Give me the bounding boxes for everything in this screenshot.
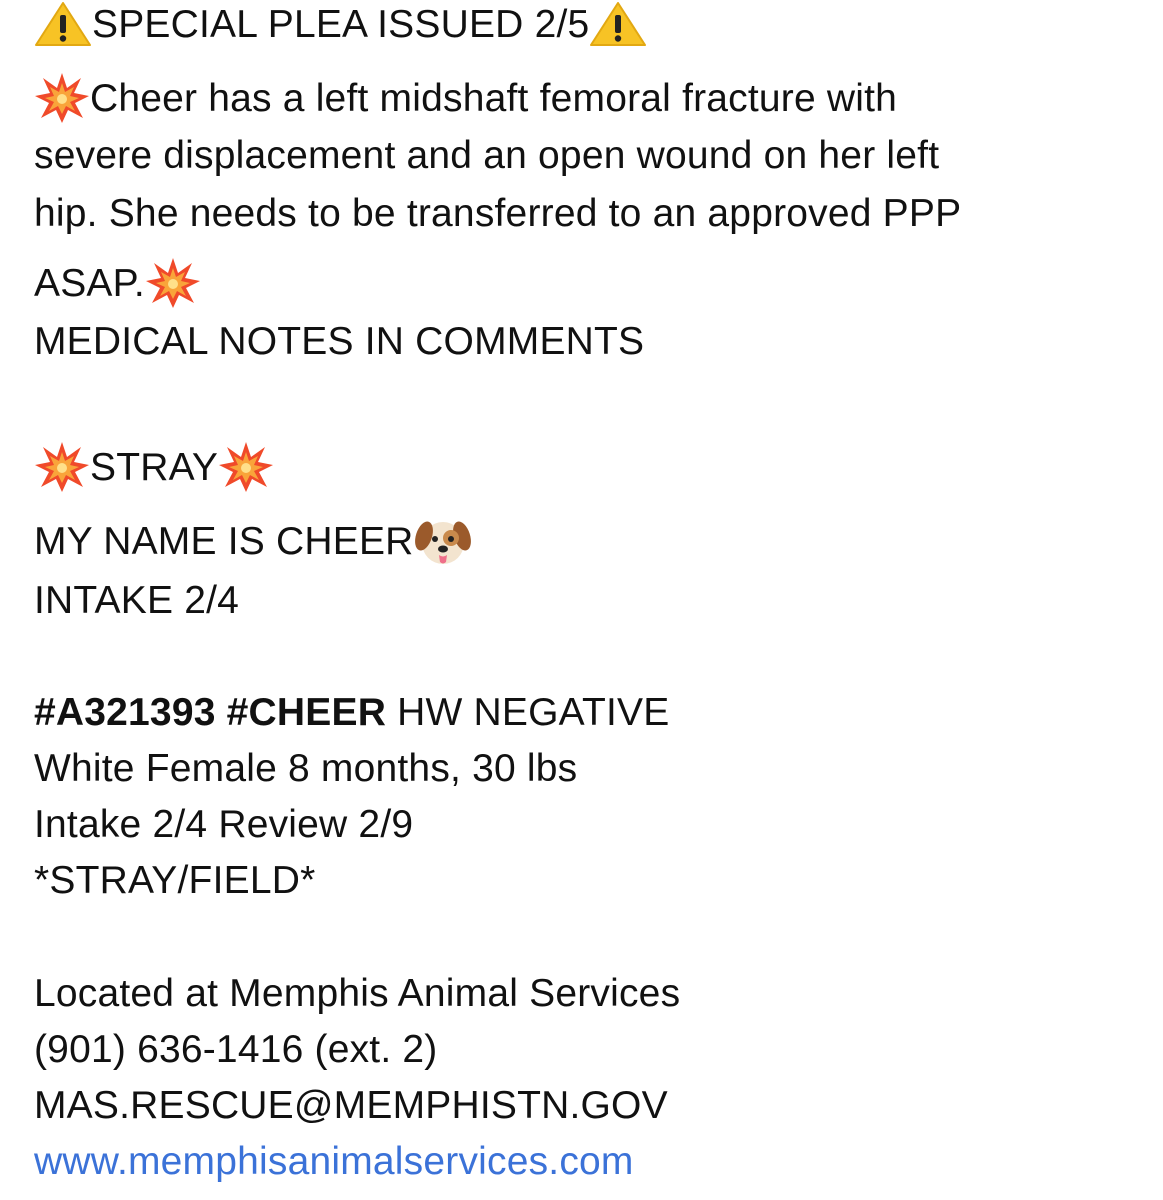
collision-icon [34,72,90,124]
dog-face-icon [414,514,472,568]
location-text: Located at Memphis Animal Services [34,972,681,1015]
collision-icon [218,441,274,493]
stray-field-text: *STRAY/FIELD* [34,859,316,902]
post-line-stray [34,440,274,496]
post-line-special-plea [34,0,647,53]
diagnosis-text-cont: severe displacement and an open wound on her left [34,134,940,177]
transfer-text: hip. She needs to be transferred to an approved PPP [34,192,962,235]
intake-text: INTAKE 2/4 [34,579,240,622]
post-line-intake [34,573,239,629]
phone-text: (901) 636-1416 (ext. 2) [34,1028,438,1071]
hw-status-text: HW NEGATIVE [386,691,670,734]
hashtag-id[interactable]: #A321393 [34,691,216,734]
collision-icon [34,441,90,493]
warning-icon [34,1,92,47]
post-line-asap [34,256,201,312]
email-text: MAS.RESCUE@MEMPHISTN.GOV [34,1084,668,1127]
post-line-description [34,741,577,797]
post-line-id [34,685,669,741]
post-line-phone [34,1022,438,1078]
hashtag-name[interactable]: #CHEER [226,691,387,734]
post-line-email [34,1078,668,1134]
post-line-location [34,966,680,1022]
name-text: MY NAME IS CHEER [34,520,414,563]
medical-notes-text: MEDICAL NOTES IN COMMENTS [34,320,645,363]
description-text: White Female 8 months, 30 lbs [34,747,578,790]
post-line-website [34,1134,634,1190]
website-link[interactable]: www.memphisanimalservices.com [34,1140,634,1183]
post-line-transfer [34,186,961,242]
diagnosis-text: Cheer has a left midshaft femoral fracture with [90,77,898,120]
dates-text: Intake 2/4 Review 2/9 [34,803,414,846]
asap-text: ASAP. [34,262,145,305]
post-line-stray-field [34,853,315,909]
stray-text: STRAY [90,446,219,489]
post-line-dates [34,797,413,853]
special-plea-text: SPECIAL PLEA ISSUED 2/5 [92,3,590,46]
post-line-diagnosis [34,71,897,127]
post-line-medical-notes [34,314,644,370]
warning-icon [589,1,647,47]
post-line-name [34,514,472,570]
post-line-diagnosis-cont [34,128,939,184]
collision-icon [145,257,201,309]
